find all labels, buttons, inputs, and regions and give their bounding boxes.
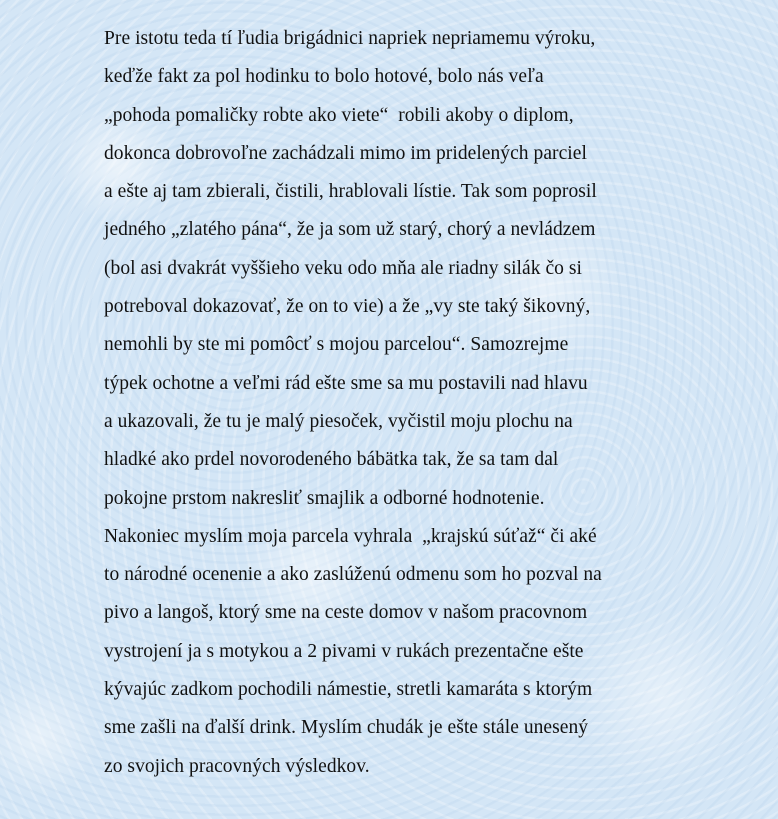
text-line: a ukazovali, že tu je malý piesoček, vyčistil moju plochu na [104,410,573,432]
text-line: hladké ako prdel novorodeného bábätka tak, že sa tam dal [104,449,559,471]
text-line: nemohli by ste mi pomôcť s mojou parcelou“. Samozrejme [104,334,569,356]
text-line: „pohoda pomaličky robte ako viete“ robili akoby o diplom, [104,104,574,126]
document-body [104,20,774,786]
text-line: sme zašli na ďalší drink. Myslím chudák je ešte stále unesený [104,717,589,739]
text-line: (bol asi dvakrát vyššieho veku odo mňa ale riadny silák čo si [104,257,582,279]
text-line: a ešte aj tam zbierali, čistili, hrablovali lístie. Tak som poprosil [104,181,597,203]
text-line: potreboval dokazovať, že on to vie) a že „vy ste taký šikovný, [104,296,591,318]
text-line: zo svojich pracovných výsledkov. [104,755,370,777]
text-line: Pre istotu teda tí ľudia brigádnici napriek nepriamemu výroku, [104,28,596,49]
text-line: dokonca dobrovoľne zachádzali mimo im pridelených parciel [104,142,587,164]
text-line: kývajúc zadkom pochodili námestie, stretli kamaráta s ktorým [104,679,593,701]
text-line: keďže fakt za pol hodinku to bolo hotové, bolo nás veľa [104,66,544,88]
text-line: týpek ochotne a veľmi rád ešte sme sa mu postavili nad hlavu [104,372,588,394]
text-line: pivo a langoš, ktorý sme na ceste domov v našom pracovnom [104,602,588,624]
text-line: to národné ocenenie a ako zaslúženú odmenu som ho pozval na [104,564,602,586]
text-line: pokojne prstom nakresliť smajlik a odborné hodnotenie. [104,487,545,509]
text-line: jedného „zlatého pána“, že ja som už starý, chorý a nevládzem [104,219,596,241]
text-line: vystrojení ja s motykou a 2 pivami v rukách prezentačne ešte [104,640,584,662]
text-line: Nakoniec myslím moja parcela vyhrala „krajskú súťaž“ či aké [104,525,597,547]
